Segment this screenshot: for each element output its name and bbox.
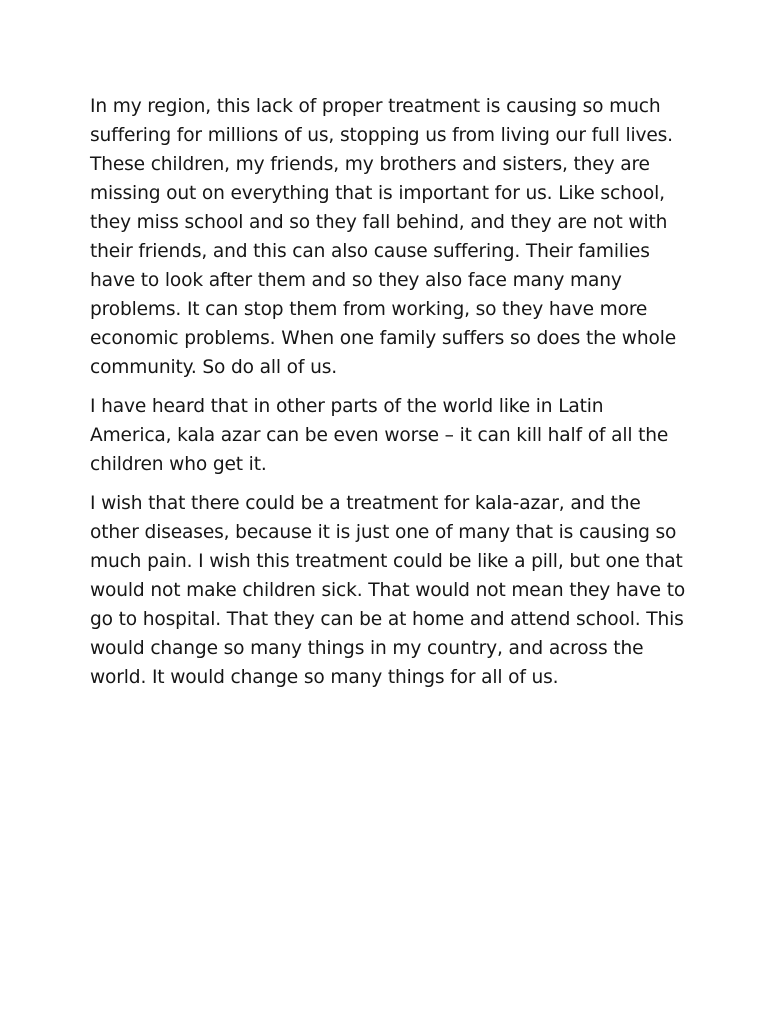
paragraph-2: I have heard that in other parts of the world like in Latin America, kala azar can be even worse – it can kill half of all the children who get it. bbox=[90, 396, 669, 475]
paragraph-1: In my region, this lack of proper treatment is causing so much suffering for millions of us, stopping us from living our full lives. These children, my friends, my brothers and sisters, they are missing out on everything that is important for us. Like school, they miss school and so they fall behind, and they are not with their friends, and this can also cause suffering. Their families have to look after them and so they also face many many problems. It can stop them from working, so they have more economic problems. When one family suffers so does the whole community. So do all of us. bbox=[90, 96, 677, 378]
paragraph-3: I wish that there could be a treatment for kala-azar, and the other diseases, because it is just one of many that is causing so much pain. I wish this treatment could be like a pill, but one that would not make children sick. That would not mean they have to go to hospital. That they can be at home and attend school. This would change so many things in my country, and across the world. It would change so many things for all of us. bbox=[90, 493, 686, 688]
document-body bbox=[90, 92, 690, 702]
